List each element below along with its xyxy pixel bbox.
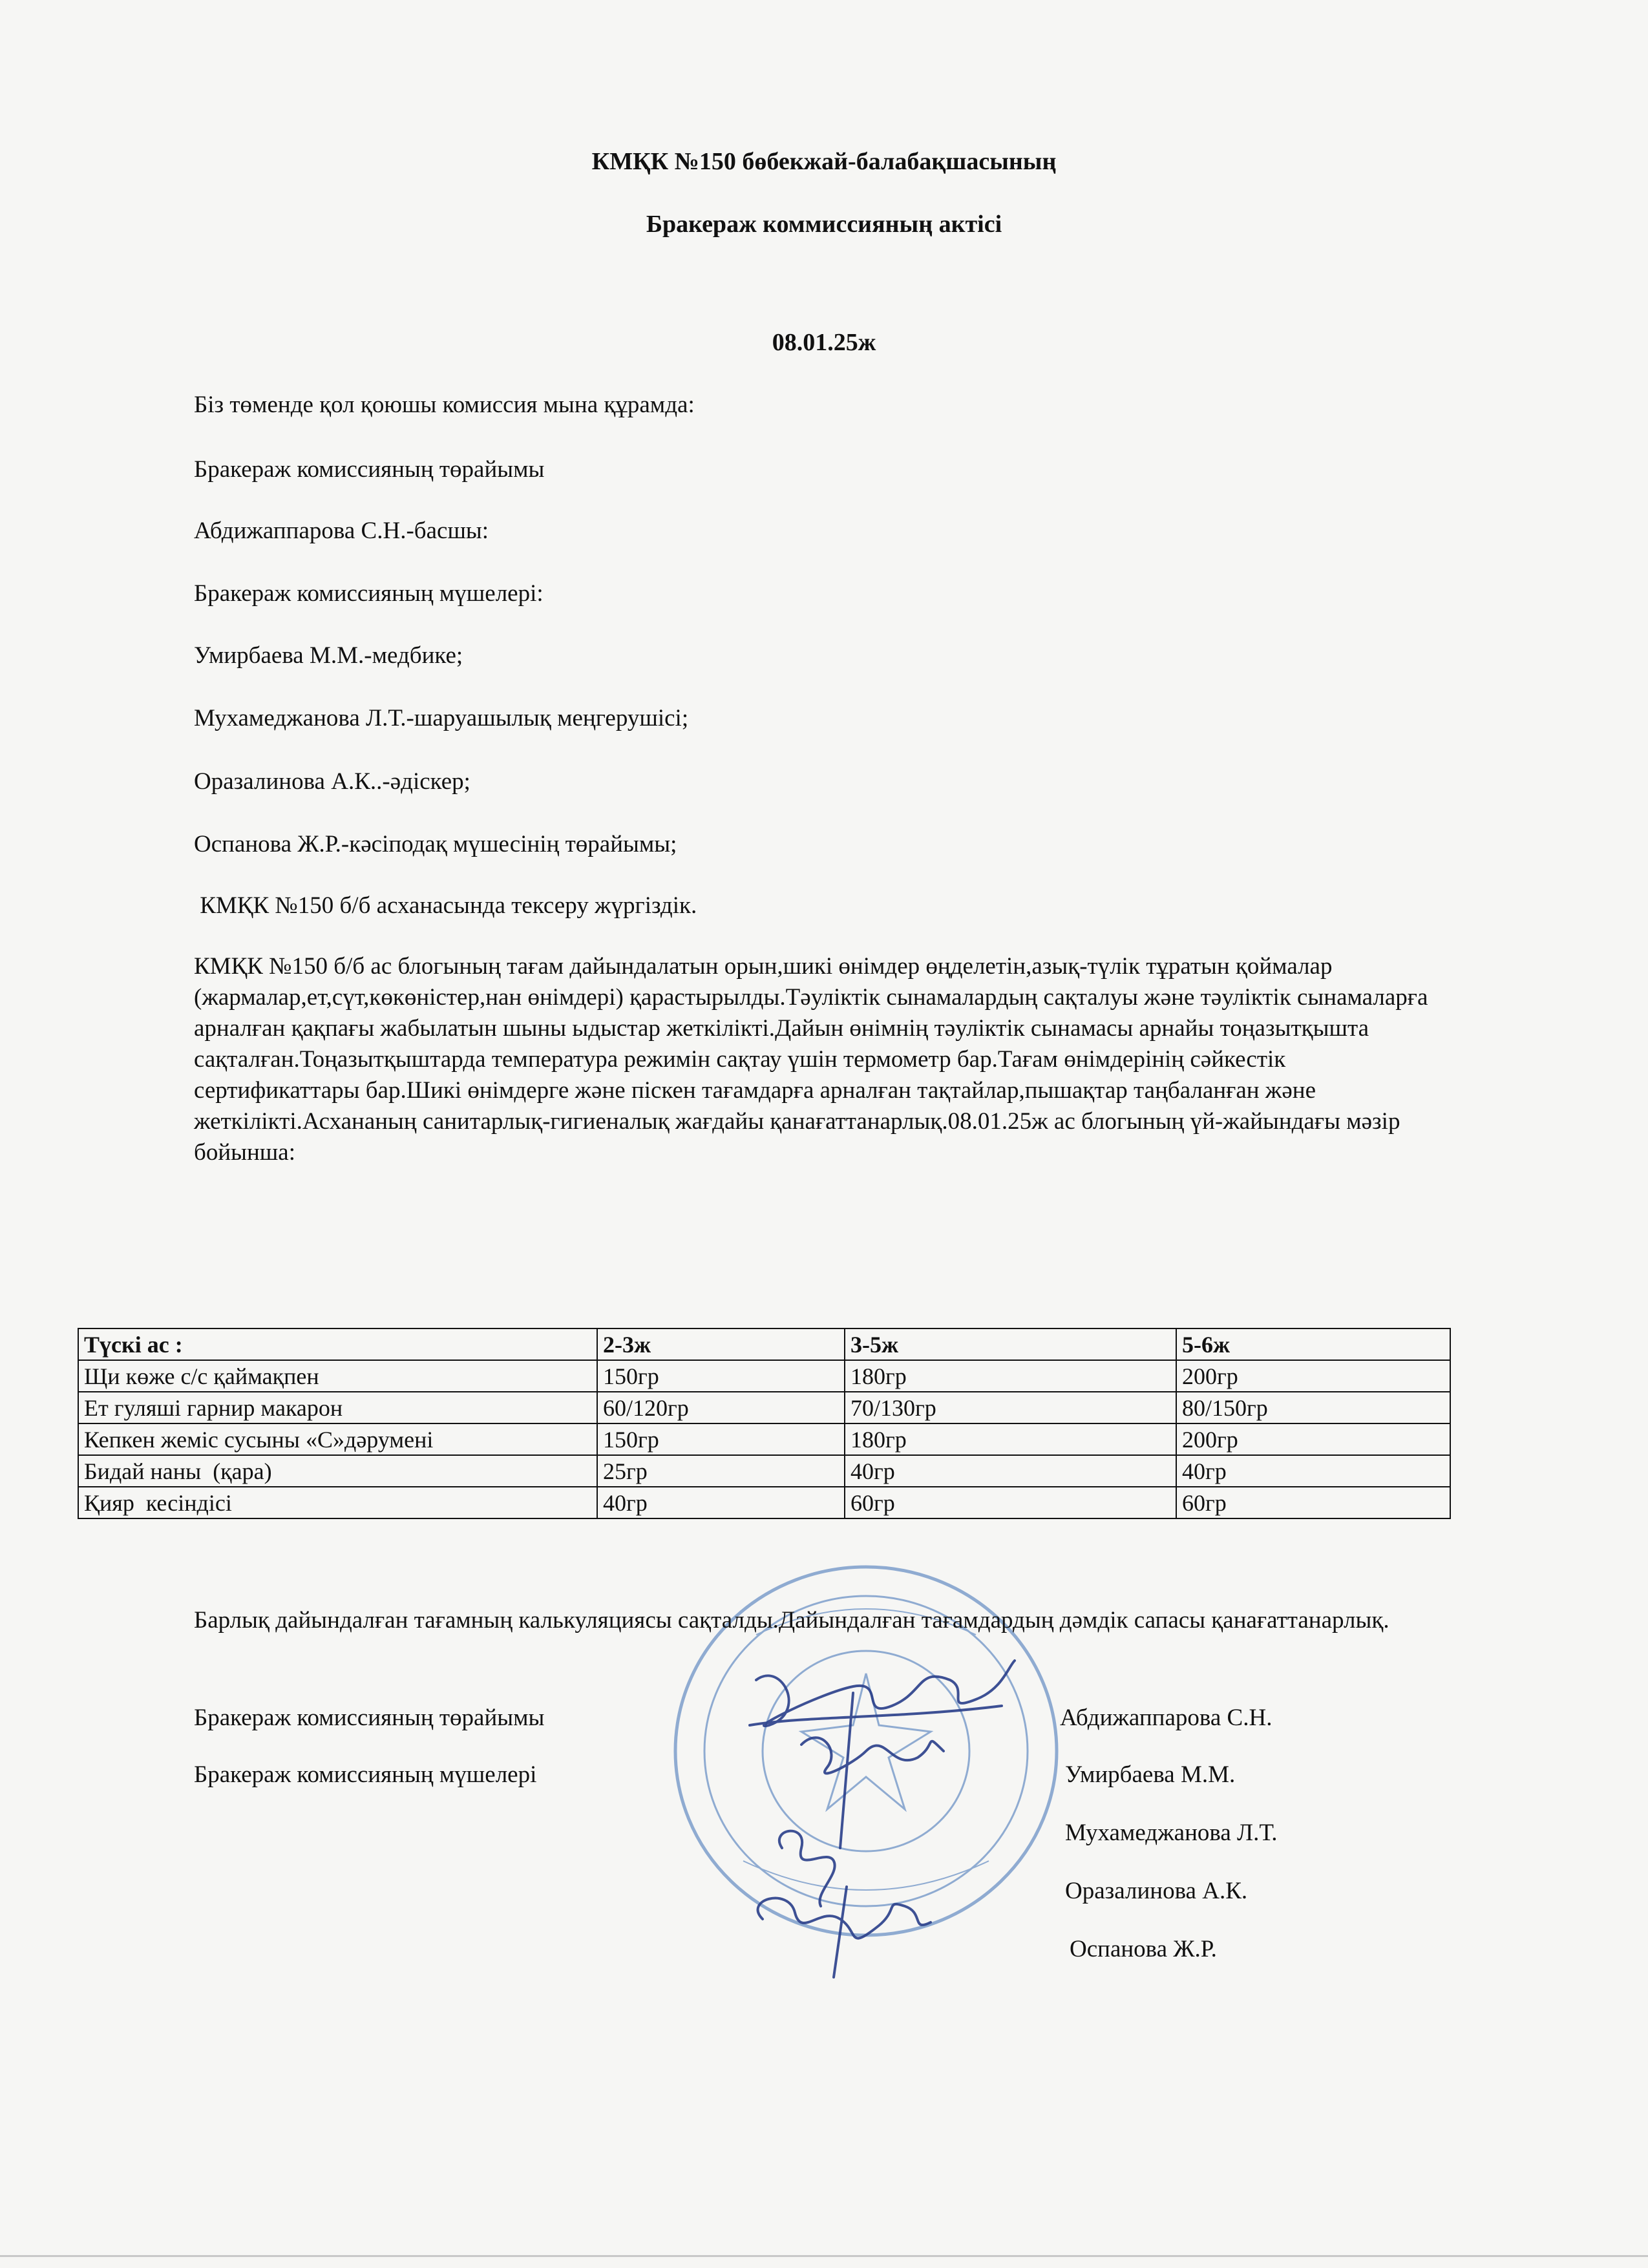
intro-line: Умирбаева М.М.-медбике;: [194, 642, 463, 669]
intro-line: Мухамеджанова Л.Т.-шаруашылық меңгерушісі;: [194, 705, 689, 731]
table-cell: 40гр: [597, 1487, 845, 1518]
table-cell: 200гр: [1176, 1360, 1450, 1392]
table-cell: 40гр: [1176, 1455, 1450, 1487]
document-date: 08.01.25ж: [772, 329, 876, 356]
table-cell: Кепкен жеміс сусыны «С»дәрумені: [78, 1423, 597, 1455]
signatory-name: Мухамеджанова Л.Т.: [1065, 1820, 1278, 1846]
table-cell: 70/130гр: [845, 1392, 1176, 1423]
table-cell: 60гр: [845, 1487, 1176, 1518]
table-header-row: [78, 1328, 1450, 1360]
table-header-cell: 5-6ж: [1176, 1328, 1450, 1360]
intro-line: Оспанова Ж.Р.-кәсіподақ мүшесінің төрайымы;: [194, 831, 677, 857]
intro-line: Біз төменде қол қоюшы комиссия мына құрамда:: [194, 392, 695, 418]
table-row: [78, 1455, 1450, 1487]
table-row: [78, 1392, 1450, 1423]
table-cell: 80/150гр: [1176, 1392, 1450, 1423]
table-cell: 150гр: [597, 1423, 845, 1455]
intro-line: Оразалинова А.К..-әдіскер;: [194, 768, 470, 795]
table-cell: Қияр кесіндісі: [78, 1487, 597, 1518]
table-cell: 60гр: [1176, 1487, 1450, 1518]
signatory-name: Оразалинова А.К.: [1065, 1878, 1248, 1904]
table-cell: 180гр: [845, 1423, 1176, 1455]
signatory-name: Оспанова Ж.Р.: [1070, 1936, 1217, 1962]
table-row: [78, 1360, 1450, 1392]
table-cell: 40гр: [845, 1455, 1176, 1487]
table-cell: Бидай наны (қара): [78, 1455, 597, 1487]
table-cell: Щи көже с/с қаймақпен: [78, 1360, 597, 1392]
table-header-cell: 2-3ж: [597, 1328, 845, 1360]
signatory-name: Абдижаппарова С.Н.: [1060, 1705, 1273, 1731]
intro-line: Абдижаппарова С.Н.-басшы:: [194, 518, 489, 544]
document-subtitle: Бракераж коммиссияның актісі: [646, 211, 1002, 238]
table-cell: 60/120гр: [597, 1392, 845, 1423]
table-cell: 180гр: [845, 1360, 1176, 1392]
table-row: [78, 1487, 1450, 1518]
table-row: [78, 1423, 1450, 1455]
table-header-cell: Түскі ас :: [78, 1328, 597, 1360]
table-cell: 150гр: [597, 1360, 845, 1392]
table-cell: 25гр: [597, 1455, 845, 1487]
chair-signature-label: Бракераж комиссияның төрайымы: [194, 1705, 545, 1731]
scan-edge-line: [0, 2255, 1648, 2257]
table-header-cell: 3-5ж: [845, 1328, 1176, 1360]
table-cell: 200гр: [1176, 1423, 1450, 1455]
inspection-paragraph: КМҚК №150 б/б ас блогының тағам дайындалатын орын,шикі өнімдер өңделетін,азық-түлік тұратын қоймалар (жармалар,ет,сүт,көкөністер,нан өнімдері) қарастырылды.Тәуліктік сынамалардың сақталуы және тәуліктік сынамаларға арналған қақпағы жабылатын шыны ыдыстар жеткілікті.Дайын өнімнің тәуліктік сынамасы арнайы тоңазытқышта сақталған.Тоңазытқыштарда температура режимін сақтау үшін термометр бар.Тағам өнімдерінің сәйкестік сертификаттары бар.Шикі өнімдерге және піскен тағамдарға арналған тақтайлар,пышақтар таңбаланған және жеткілікті.Асхананың санитарлық-гигиеналық жағдайы қанағаттанарлық.08.01.25ж ас блогының үй-жайындағы мәзір бойынша:: [194, 953, 1428, 1166]
menu-table: [78, 1328, 1451, 1519]
conclusion-text: Барлық дайындалған тағамның калькуляциясы сақталды.Дайындалған тағамдардың дәмдік сапасы қанағаттанарлық.: [194, 1607, 1389, 1633]
document-title: КМҚК №150 бөбекжай-балабақшасының: [591, 148, 1057, 175]
signature-scribbles: [730, 1654, 1028, 1990]
intro-line: Бракераж комиссияның мүшелері:: [194, 580, 544, 607]
signatory-name: Умирбаева М.М.: [1065, 1761, 1236, 1788]
intro-line: Бракераж комиссияның төрайымы: [194, 456, 545, 483]
intro-line: КМҚК №150 б/б асханасында тексеру жүргіздік.: [194, 892, 697, 919]
members-signature-label: Бракераж комиссияның мүшелері: [194, 1761, 537, 1788]
table-cell: Ет гуляші гарнир макарон: [78, 1392, 597, 1423]
